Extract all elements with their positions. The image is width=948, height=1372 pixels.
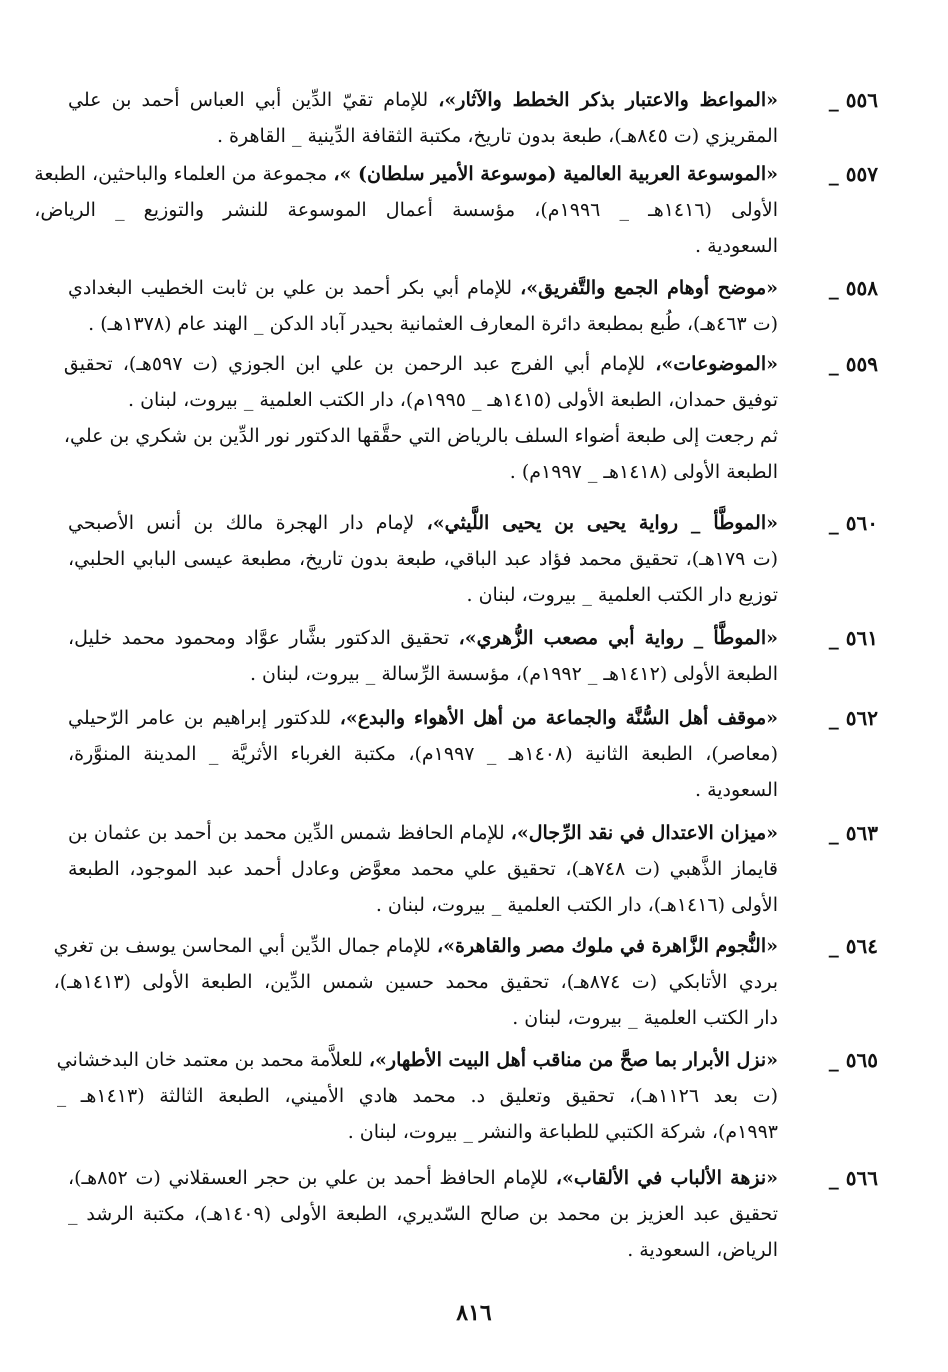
entry-text [68, 700, 778, 808]
entry-line: دار الكتب العلمية _ بيروت، لبنان . [512, 1007, 778, 1029]
entry-line: قايماز الذَّهبي (ت ٧٤٨هـ)، تحقيق علي محمد معوَّض وعادل أحمد عبد الموجود، الطبعة [68, 858, 778, 880]
entry-line [68, 1160, 778, 1196]
bibliography-entry [68, 620, 878, 692]
entry-line: الطبعة الأولى (١٤١٨هـ _ ١٩٩٧م) . [509, 461, 778, 483]
entry-title-continuation: مجموعة من العلماء والباحثين، الطبعة [34, 163, 334, 185]
entry-line [54, 928, 778, 964]
entry-line: توفيق حمدان، الطبعة الأولى (١٤١٥هـ _ ١٩٩٥م)، دار الكتب العلمية _ بيروت، لبنان . [127, 389, 778, 411]
bibliography-entry [56, 1042, 878, 1150]
entry-text [34, 156, 778, 264]
entry-text [68, 620, 778, 692]
entry-text [57, 1042, 778, 1150]
entry-line: تحقيق عبد العزيز بن محمد بن صالح السّديري، الطبعة الأولى (١٤٠٩هـ)، مكتبة الرشد _ [68, 1203, 778, 1225]
page-number: ٨١٦ [456, 1300, 492, 1326]
entry-line: (ت ١٧٩هـ)، تحقيق محمد فؤاد عبد الباقي، طبعة بدون تاريخ، مطبعة عيسى البابي الحلبي، [68, 548, 778, 570]
entry-number: ٥٥٦ _ [828, 88, 878, 112]
entry-line: الطبعة الأولى (١٤١٢هـ _ ١٩٩٢م)، مؤسسة الرِّسالة _ بيروت، لبنان . [249, 663, 778, 685]
entry-number: ٥٦٥ _ [828, 1048, 878, 1072]
entry-title-continuation: للعلاَّمة محمد بن معتمد خان البدخشاني [56, 1049, 369, 1071]
bibliography-entry [68, 1160, 878, 1268]
entry-line: (معاصر)، الطبعة الثانية (١٤٠٨هـ _ ١٩٩٧م)، مكتبة الغرباء الأثريَّة _ المدينة المنوَّرة، [68, 743, 778, 765]
entry-text [68, 815, 778, 923]
bibliography-entry [68, 505, 878, 613]
entry-line [68, 815, 778, 851]
entry-line: الرياض، السعودية . [627, 1239, 778, 1261]
entry-line: الأولى (١٤١٦هـ _ ١٩٩٦م)، مؤسسة أعمال الموسوعة للنشر والتوزيع _ الرياض، [34, 199, 778, 221]
bibliography-entry [53, 928, 878, 1036]
entry-line [68, 82, 778, 118]
entry-title-continuation: للإمام جمال الدِّين أبي المحاسن يوسف بن تغري [53, 935, 437, 957]
bibliography-entry [68, 815, 878, 923]
entry-line: السعودية . [694, 235, 778, 257]
bibliography-entry [68, 270, 878, 342]
entry-text [64, 346, 778, 490]
entry-title-continuation: للدكتور إبراهيم بن عامر الرّحيلي [68, 707, 340, 729]
entry-line: (ت ٤٦٣هـ)، طُبع بمطبعة دائرة المعارف العثمانية بحيدر آباد الدكن _ الهند عام (١٣٧٨هـ) . [88, 313, 778, 335]
entry-number: ٥٥٨ _ [828, 276, 878, 300]
entry-number: ٥٥٧ _ [828, 162, 878, 186]
entry-title: «الموطَّأ _ رواية يحيى بن يحيى اللَّيثي»، [426, 512, 778, 534]
entry-text [54, 928, 778, 1036]
entry-line [68, 270, 778, 306]
entry-line: (ت بعد ١١٢٦هـ)، تحقيق وتعليق د. محمد هادي الأميني، الطبعة الثالثة (١٤١٣هـ _ [56, 1085, 778, 1107]
entry-title: «الموطَّأ _ رواية أبي مصعب الزُّهري»، [458, 627, 778, 649]
entry-title-continuation: للإمام أبي الفرج عبد الرحمن بن علي ابن الجوزي (ت ٥٩٧هـ)، تحقيق [63, 353, 656, 375]
entry-title: «نزهة الألباب في الألقاب»، [555, 1167, 778, 1189]
entry-line: ١٩٩٣م)، شركة الكتبي للطباعة والنشر _ بيروت، لبنان . [347, 1121, 778, 1143]
entry-title-continuation: للإمام أبي بكر أحمد بن علي بن ثابت الخطيب البغدادي [68, 277, 521, 299]
entry-title-continuation: للإمام الحافظ أحمد بن علي بن حجر العسقلاني (ت ٨٥٢هـ)، [68, 1167, 556, 1189]
entry-line: توزيع دار الكتب العلمية _ بيروت، لبنان . [466, 584, 778, 606]
entry-number: ٥٦٠ _ [828, 511, 878, 535]
entry-title-continuation: للإمام تقيّ الدِّين أبي العباس أحمد بن علي [68, 89, 439, 111]
entry-line: بردي الأتابكي (ت ٨٧٤هـ)، تحقيق محمد حسين شمس الدِّين، الطبعة الأولى (١٤١٣هـ)، [53, 971, 778, 993]
entry-text [68, 270, 778, 342]
entry-title-continuation: لإمام دار الهجرة مالك بن أنس الأصبحي [68, 512, 427, 534]
entry-line [68, 620, 778, 656]
entry-title-continuation: للإمام الحافظ شمس الدِّين محمد بن أحمد بن عثمان بن [68, 822, 511, 844]
entry-text [68, 505, 778, 613]
entry-line [57, 1042, 778, 1078]
entry-line: السعودية . [694, 779, 778, 801]
entry-title: «نزل الأبرار بما صحَّ من مناقب أهل البيت الأطهار»، [368, 1049, 778, 1071]
entry-line: الأولى (١٤١٦هـ)، دار الكتب العلمية _ بيروت، لبنان . [375, 894, 778, 916]
entry-text [68, 82, 778, 154]
entry-number: ٥٦٤ _ [828, 934, 878, 958]
entry-line: المقريزي (ت ٨٤٥هـ)، طبعة بدون تاريخ، مكتبة الثقافة الدِّينية _ القاهرة . [216, 125, 778, 147]
entry-line: ثم رجعت إلى طبعة أضواء السلف بالرياض التي حقَّقها الدكتور نور الدِّين بن شكري بن علي، [63, 425, 778, 447]
entry-line [64, 346, 778, 382]
bibliography-entry [68, 82, 878, 154]
entry-title: «النُّجوم الزَّاهرة في ملوك مصر والقاهرة»، [437, 935, 778, 957]
bibliography-entry [34, 156, 878, 264]
entry-title: «الموسوعة العربية العالمية (موسوعة الأمير سلطان) »، [333, 163, 778, 185]
entry-title: «ميزان الاعتدال في نقد الرِّجال»، [510, 822, 778, 844]
entry-title: «موضح أوهام الجمع والتَّفريق»، [520, 277, 778, 299]
bibliography-entry [63, 346, 878, 490]
entry-line [34, 156, 778, 192]
entry-line [68, 700, 778, 736]
entry-number: ٥٥٩ _ [828, 352, 878, 376]
entry-number: ٥٦٣ _ [828, 821, 878, 845]
entry-title-continuation: تحقيق الدكتور بشَّار عوَّاد ومحمود محمد خليل، [68, 627, 459, 649]
entry-title: «موقف أهل السُّنَّة والجماعة من أهل الأهواء والبدع»، [339, 707, 778, 729]
entry-text [68, 1160, 778, 1268]
entry-title: «الموضوعات»، [655, 353, 778, 375]
entry-line [68, 505, 778, 541]
entry-number: ٥٦٦ _ [828, 1166, 878, 1190]
entry-number: ٥٦٢ _ [828, 706, 878, 730]
entry-number: ٥٦١ _ [828, 626, 878, 650]
entry-title: «المواعظ والاعتبار بذكر الخطط والآثار»، [438, 89, 778, 111]
bibliography-entry [68, 700, 878, 808]
